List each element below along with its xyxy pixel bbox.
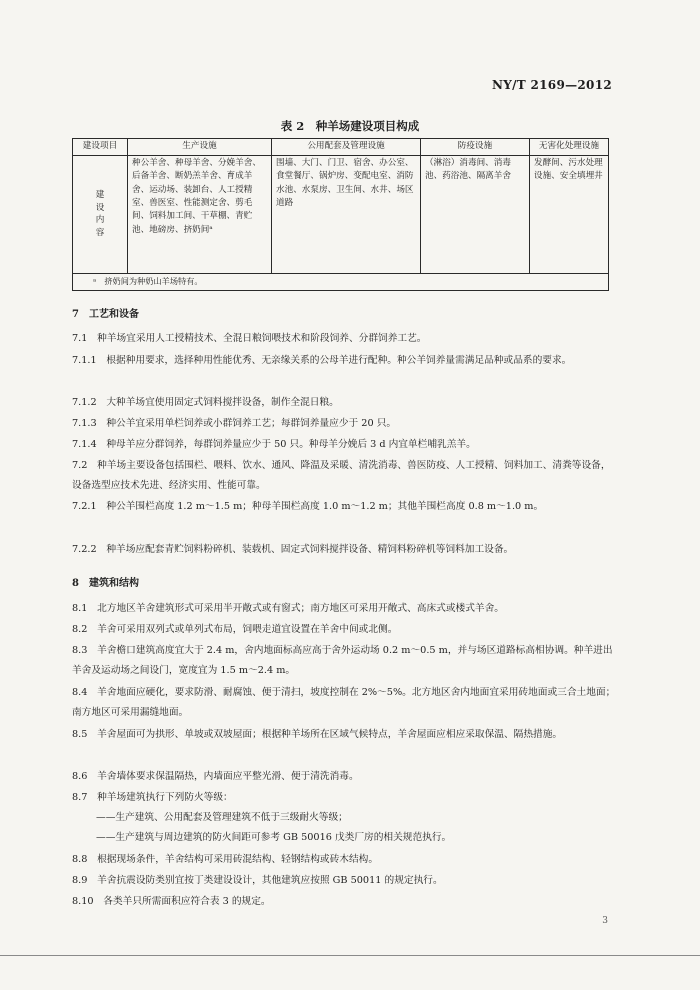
clause-8-6: 8.6 羊舍墙体要求保温隔热，内墙面应平整光滑、便于清洗消毒。	[72, 771, 359, 782]
clause-7-2: 7.2 种羊场主要设备包括围栏、喂料、饮水、通风、降温及采暖、清洗消毒、兽医防疫、人工授精、饲料加工、清粪等设备，设备选型应技术先进、经济实用、性能可靠。	[72, 460, 611, 491]
section-7-heading: 7 工艺和设备	[72, 309, 139, 320]
table-cell: 围墙、大门、门卫、宿舍、办公室、食堂餐厅、锅炉房、变配电室、消防水池、水泵房、卫生间、水井、场区道路	[272, 156, 421, 274]
document-code: NY/T 2169—2012	[491, 78, 612, 92]
table-title: 表 2 种羊场建设项目构成	[280, 119, 420, 133]
table-header-row	[73, 139, 609, 156]
column-header: 无害化处理设施	[530, 139, 609, 156]
clause-8-5: 8.5 羊舍屋面可为拱形、单坡或双坡屋面；根据种羊场所在区域气候特点，羊舍屋面应相应采取保温、隔热措施。	[72, 729, 563, 740]
table-footnote: ᵃ 挤奶间为种奶山羊场特有。	[73, 274, 609, 291]
clause-7-1-2: 7.1.2 大种羊场宜使用固定式饲料搅拌设备，制作全混日粮。	[72, 397, 339, 408]
clause-8-9: 8.9 羊舍抗震设防类别宜按丁类建设设计，其他建筑应按照 GB 50011 的规定执行。	[72, 875, 443, 886]
table-cell: （淋浴）消毒间、消毒池、药浴池、隔离羊舍	[421, 156, 530, 274]
clause-8-2: 8.2 羊舍可采用双列式或单列式布局，饲喂走道宜设置在羊舍中间或北侧。	[72, 624, 398, 635]
clause-8-8: 8.8 根据现场条件，羊舍结构可采用砖混结构、轻钢结构或砖木结构。	[72, 854, 379, 865]
clause-8-1: 8.1 北方地区羊舍建筑形式可采用半开敞式或有窗式；南方地区可采用开敞式、高床式或楼式羊舍。	[72, 603, 504, 614]
clause-8-7: 8.7 种羊场建筑执行下列防火等级：	[72, 792, 233, 803]
list-item: ——生产建筑与周边建筑的防火间距可参考 GB 50016 戊类厂房的相关规范执行。	[96, 832, 452, 843]
clause-7-1-1: 7.1.1 根据种用要求，选择种用性能优秀、无亲缘关系的公母羊进行配种。种公羊饲养量需满足品种或品系的要求。	[72, 355, 572, 366]
list-item: ——生产建筑、公用配套及管理建筑不低于三级耐火等级；	[96, 812, 348, 823]
row-label: 建设内容	[95, 190, 105, 238]
construction-items-table	[72, 138, 609, 291]
column-header: 防疫设施	[421, 139, 530, 156]
column-header: 公用配套及管理设施	[272, 139, 421, 156]
table-cell: 种公羊舍、种母羊舍、分娩羊舍、后备羊舍、断奶羔羊舍、育成羊舍、运动场、装卸台、人工授精室、兽医室、性能测定舍、剪毛间、饲料加工间、干草棚、青贮池、地磅房、挤奶间ᵃ	[128, 156, 272, 274]
footer-divider	[0, 955, 700, 956]
clause-8-3: 8.3 羊舍檐口建筑高度宜大于 2.4 m，舍内地面标高应高于舍外运动场 0.2 m～0.5 m，并与场区道路标高相协调。种羊进出羊舍及运动场之间设门，宽度宜为 1.5 m～2.4 m。	[72, 645, 613, 676]
table-row	[73, 156, 609, 274]
clause-7-1: 7.1 种羊场宜采用人工授精技术、全混日粮饲喂技术和阶段饲养、分群饲养工艺。	[72, 333, 427, 344]
clause-7-1-3: 7.1.3 种公羊宜采用单栏饲养或小群饲养工艺；每群饲养量应少于 20 只。	[72, 418, 397, 429]
clause-8-4: 8.4 羊舍地面应硬化，要求防滑、耐腐蚀、便于清扫，坡度控制在 2%～5%。北方地区舍内地面宜采用砖地面或三合土地面；南方地区可采用漏缝地面。	[72, 687, 616, 718]
table-note-row	[73, 274, 609, 291]
section-8-heading: 8 建筑和结构	[72, 578, 139, 589]
page-number: 3	[602, 916, 608, 926]
table-cell: 发酵间、污水处理设施、安全填埋井	[530, 156, 609, 274]
clause-7-2-1: 7.2.1 种公羊围栏高度 1.2 m～1.5 m；种母羊围栏高度 1.0 m～1.2 m；其他羊围栏高度 0.8 m～1.0 m。	[72, 501, 544, 512]
row-label-cell	[73, 156, 128, 274]
clause-7-1-4: 7.1.4 种母羊应分群饲养，每群饲养量应少于 50 只。种母羊分娩后 3 d 内宜单栏哺乳羔羊。	[72, 439, 476, 450]
column-header: 建设项目	[73, 139, 128, 156]
clause-7-2-2: 7.2.2 种羊场应配套青贮饲料粉碎机、装载机、固定式饲料搅拌设备、精饲料粉碎机等饲料加工设备。	[72, 544, 514, 555]
clause-8-10: 8.10 各类羊只所需面积应符合表 3 的规定。	[72, 896, 271, 907]
column-header: 生产设施	[128, 139, 272, 156]
